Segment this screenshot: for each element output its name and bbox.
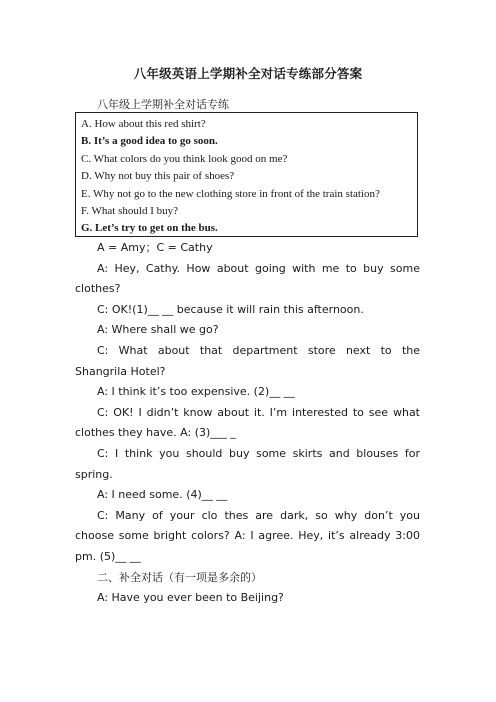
option-a: A. How about this red shirt? [81,118,206,130]
section-subtitle: 八年级上学期补全对话专练 [97,98,229,111]
dialogue-line: C: What about that department store next to the Shangrila Hotel? [75,343,420,378]
section-heading: 二、补全对话（有一项是多余的） [97,570,262,584]
dialogue-line: C: OK!(1)__ __ because it will rain this afternoon. [97,302,364,316]
option-e: E. Why not go to the new clothing store in front of the train station? [81,187,380,200]
dialogue-line: C: I think you should buy some skirts and blouses for spring. [75,446,420,481]
dialogue-line: A: I think it’s too expensive. (2)__ __ [97,385,295,399]
dialogue-line: A: Where shall we go? [97,323,219,337]
dialogue-line: A: Have you ever been to Beijing? [97,591,284,605]
dialogue-line: C: Many of your clo thes are dark, so why don’t you choose some bright colors? A: I agree. Hey, it’s already 3:00 pm. (5)__ __ [75,508,420,563]
dialogue-line: C: OK! I didn’t know about it. I’m interested to see what clothes they have. A: (3)___ _ [75,405,420,440]
option-c: C. What colors do you think look good on me? [81,152,288,165]
options-box [75,112,418,237]
dialogue-body [75,238,420,609]
option-d: D. Why not buy this pair of shoes? [81,170,235,183]
dialogue-line: A: Hey, Cathy. How about going with me to buy some clothes? [75,261,420,296]
document-title: 八年级英语上学期补全对话专练部分答案 [133,66,363,81]
dialogue-line: A: I need some. (4)__ __ [97,488,228,502]
speaker-key: A = Amy；C = Cathy [97,241,213,254]
option-b: B. It’s a good idea to go soon. [81,135,218,148]
option-g: G. Let’s try to get on the bus. [81,222,218,235]
option-f: F. What should I buy? [81,204,178,217]
